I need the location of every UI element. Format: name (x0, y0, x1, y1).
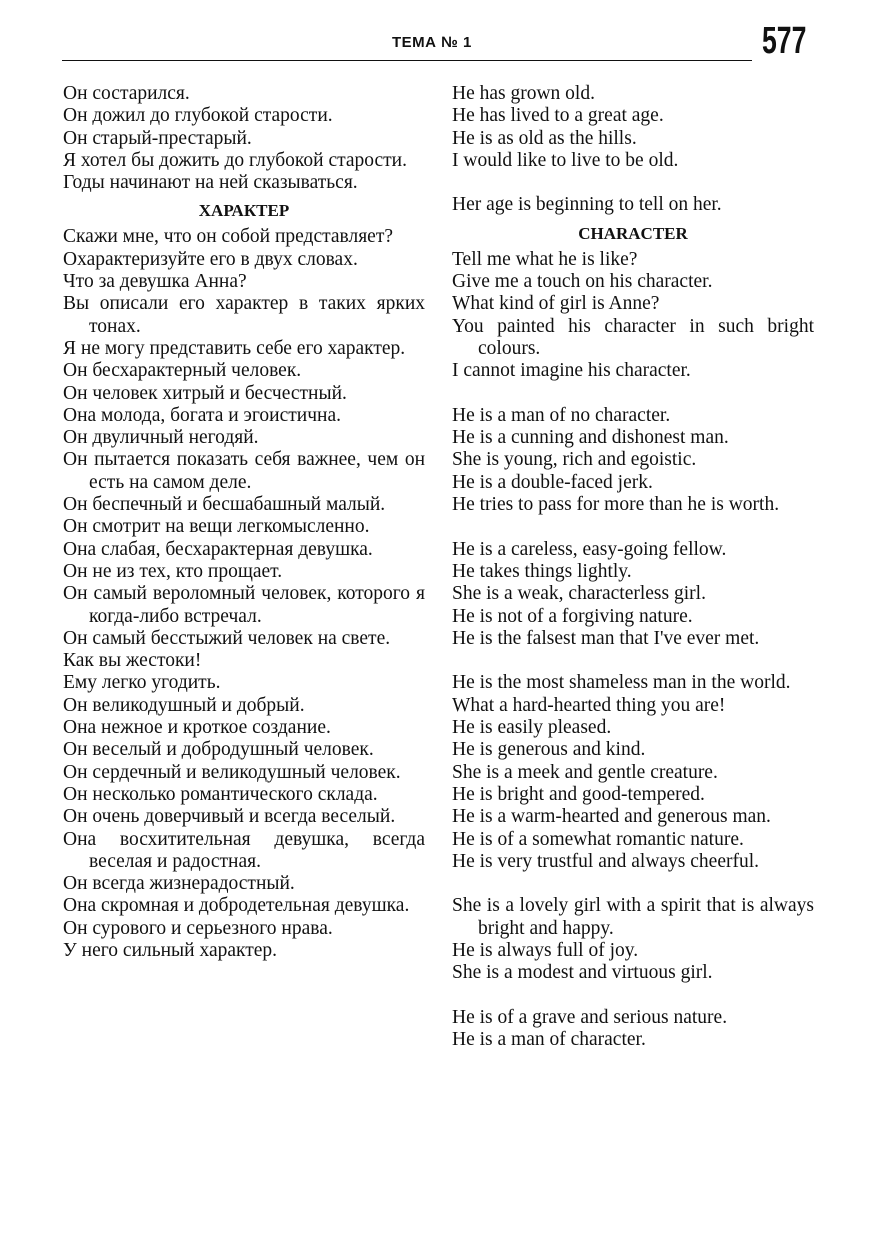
spacer (452, 873, 814, 895)
ru-phrase: Она восхитительная девушка, всегда веселая и радостная. (63, 828, 425, 872)
en-phrase: She is a weak, characterless girl. (452, 583, 706, 605)
ru-phrase: Он всегда жизнерадостный. (63, 873, 295, 895)
en-phrase: He is a man of no character. (452, 404, 671, 426)
spacer (452, 383, 814, 405)
ru-phrase: У него сильный характер. (63, 939, 278, 961)
en-phrase: She is a modest and virtuous girl. (452, 962, 713, 984)
en-phrase: What a hard-hearted thing you are! (452, 694, 726, 716)
ru-phrase: Он сурового и серьезного нрава. (63, 917, 333, 939)
ru-phrase: Скажи мне, что он собой представляет? (63, 226, 394, 248)
ru-phrase: Он самый вероломный человек, которого я когда-либо встречал. (63, 583, 425, 627)
en-phrase: He is always full of joy. (452, 939, 639, 961)
en-phrase: I would like to live to be old. (452, 149, 679, 171)
en-phrase: He is as old as the hills. (452, 127, 637, 149)
en-phrase: Give me a touch on his character. (452, 271, 713, 293)
page-number: 577 (762, 20, 807, 62)
en-phrase: He is a double-faced jerk. (452, 471, 653, 493)
en-phrase: He is a man of character. (452, 1029, 646, 1051)
en-phrase: He takes things lightly. (452, 560, 632, 582)
ru-section-heading: ХАРАКТЕР (198, 201, 290, 221)
ru-phrase: Он беспечный и бесшабашный малый. (63, 494, 386, 516)
header-rule (62, 60, 752, 61)
spacer (452, 172, 814, 194)
ru-phrase: Он человек хитрый и бесчестный. (63, 382, 347, 404)
ru-phrase: Годы начинают на ней сказываться. (63, 172, 358, 194)
ru-phrase: Он несколько романтического склада. (63, 783, 378, 805)
running-title: ТЕМА № 1 (392, 34, 472, 51)
ru-phrase: Он самый бесстыжий человек на свете. (63, 627, 391, 649)
en-phrase: He has lived to a great age. (452, 105, 664, 127)
en-phrase: He is of a grave and serious nature. (452, 1006, 728, 1028)
page-header (62, 20, 812, 66)
ru-phrase: Он сердечный и великодушный человек. (63, 761, 401, 783)
ru-phrase: Она скромная и добродетельная девушка. (63, 895, 410, 917)
en-phrase: He is a careless, easy-going fellow. (452, 538, 727, 560)
ru-phrase: Он состарился. (63, 83, 190, 104)
ru-phrase: Он очень доверчивый и всегда веселый. (63, 806, 396, 828)
ru-phrase: Вы описали его характер в таких ярких тонах. (63, 293, 425, 337)
en-phrase: Her age is beginning to tell on her. (452, 194, 722, 216)
en-phrase: He is not of a forgiving nature. (452, 605, 693, 627)
en-phrase: You painted his character in such bright colours. (452, 315, 814, 359)
spacer (452, 650, 814, 672)
ru-phrase: Она слабая, бесхарактерная девушка. (63, 538, 373, 560)
ru-phrase: Что за девушка Анна? (63, 271, 247, 293)
ru-phrase: Она молода, богата и эгоистична. (63, 404, 341, 426)
ru-phrase: Охарактеризуйте его в двух словах. (63, 248, 358, 270)
en-phrase: He is a warm-hearted and generous man. (452, 806, 771, 828)
en-phrase: She is a meek and gentle creature. (452, 761, 718, 783)
en-phrase: Tell me what he is like? (452, 248, 638, 270)
ru-phrase: Он великодушный и добрый. (63, 694, 305, 716)
en-phrase: He is a cunning and dishonest man. (452, 427, 729, 449)
russian-column (63, 83, 425, 962)
ru-phrase: Ему легко угодить. (63, 672, 221, 694)
en-phrase: He is very trustful and always cheerful. (452, 850, 760, 872)
ru-phrase: Как вы жестоки! (63, 650, 202, 672)
en-phrase: She is young, rich and egoistic. (452, 449, 697, 471)
ru-phrase: Он дожил до глубокой старости. (63, 105, 333, 127)
en-phrase: He is of a somewhat romantic nature. (452, 828, 744, 850)
english-column (452, 83, 814, 1051)
ru-phrase: Он бесхарактерный человек. (63, 360, 302, 382)
en-phrase: I cannot imagine his character. (452, 360, 691, 382)
ru-phrase: Она нежное и кроткое создание. (63, 717, 331, 739)
en-phrase: She is a lovely girl with a spirit that is always bright and happy. (452, 895, 814, 939)
en-phrase: What kind of girl is Anne? (452, 293, 660, 315)
ru-phrase: Он пытается показать себя важнее, чем он есть на самом деле. (63, 449, 425, 493)
ru-phrase: Он не из тех, кто прощает. (63, 560, 283, 582)
spacer (452, 516, 814, 538)
ru-phrase: Он смотрит на вещи легкомысленно. (63, 516, 370, 538)
en-phrase: He is easily pleased. (452, 717, 612, 739)
ru-phrase: Он старый-престарый. (63, 127, 252, 149)
en-phrase: He is the falsest man that I've ever met. (452, 627, 760, 649)
en-phrase: He has grown old. (452, 83, 595, 104)
en-section-heading: CHARACTER (578, 223, 688, 243)
en-phrase: He is bright and good-tempered. (452, 783, 705, 805)
spacer (452, 985, 814, 1007)
ru-phrase: Он двуличный негодяй. (63, 427, 259, 449)
en-phrase: He is generous and kind. (452, 739, 646, 761)
en-phrase: He is the most shameless man in the world. (452, 672, 791, 694)
en-phrase: He tries to pass for more than he is worth. (452, 494, 780, 516)
ru-phrase: Я хотел бы дожить до глубокой старости. (63, 149, 407, 171)
ru-phrase: Он веселый и добродушный человек. (63, 739, 374, 761)
ru-phrase: Я не могу представить себе его характер. (63, 337, 406, 359)
